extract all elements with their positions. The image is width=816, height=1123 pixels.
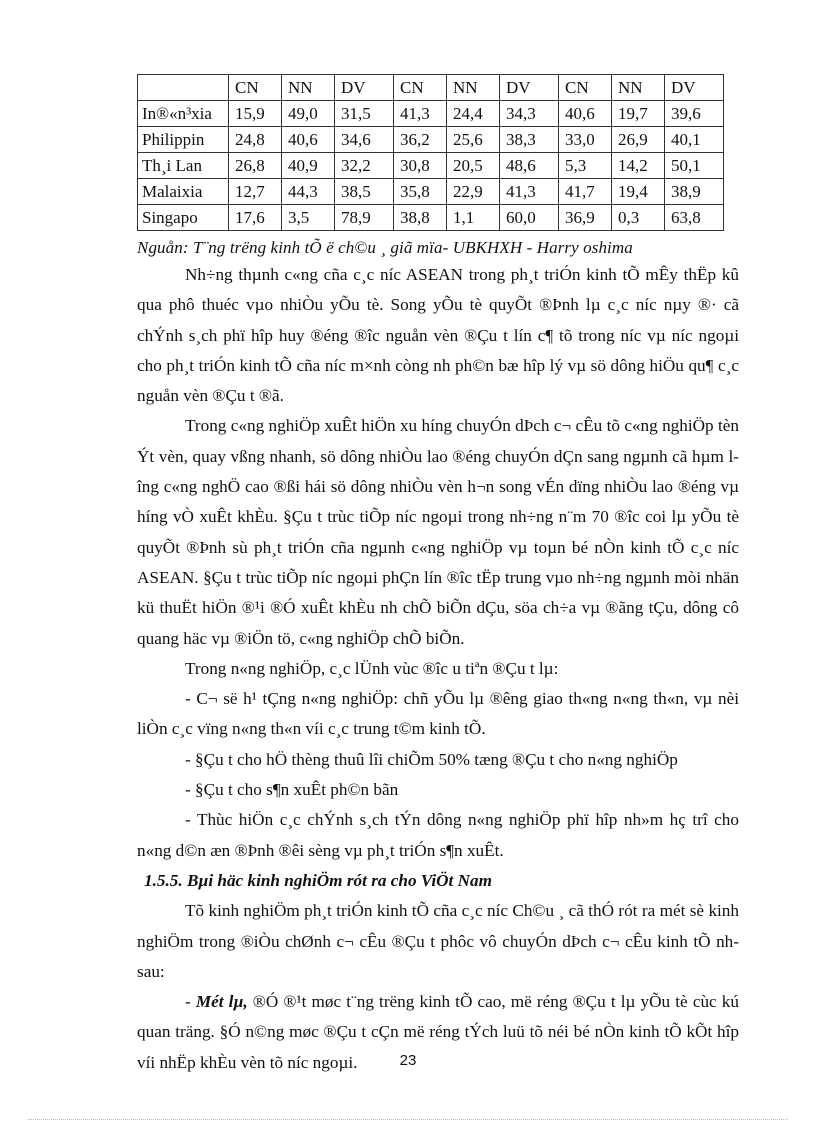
table-value-cell: 40,6	[282, 127, 335, 153]
table-header-cell: NN	[447, 75, 500, 101]
table-value-cell: 0,3	[612, 205, 665, 231]
section-heading: 1.5.5. Bµi häc kinh nghiÖm rót ra cho ViÖt Nam	[144, 870, 492, 890]
table-country-cell: Malaixia	[138, 179, 229, 205]
lesson-dash: -	[185, 992, 196, 1012]
table-value-cell: 38,3	[500, 127, 559, 153]
table-value-cell: 34,6	[335, 127, 394, 153]
table-value-cell: 44,3	[282, 179, 335, 205]
table-value-cell: 36,2	[394, 127, 447, 153]
table-value-cell: 60,0	[500, 205, 559, 231]
economic-structure-table	[137, 74, 724, 231]
table-value-cell: 31,5	[335, 101, 394, 127]
table-value-cell: 24,4	[447, 101, 500, 127]
table-value-cell: 40,9	[282, 153, 335, 179]
table-source-note: Nguån: T¨ng trëng kinh tÕ ë ch©u ¸ giã mïa- UBKHXH - Harry oshima	[137, 238, 633, 257]
paragraph-agriculture-intro: Trong n«ng nghiÖp, c¸c lÜnh vùc ®îc u tiªn ®Çu t lµ:	[185, 658, 559, 678]
list-item-credit-policy: - Thùc hiÖn c¸c chÝnh s¸ch tÝn dông n«ng nghiÖp phï hîp nh»m hç trî cho n«ng d©n æn ®Þnh ®êi sèng vµ ph¸t triÓn s¶n xuÊt.	[137, 810, 739, 860]
table-value-cell: 26,9	[612, 127, 665, 153]
table-header-cell: DV	[665, 75, 724, 101]
table-header-cell: NN	[282, 75, 335, 101]
table-row	[138, 205, 724, 231]
table-value-cell: 1,1	[447, 205, 500, 231]
table-value-cell: 5,3	[559, 153, 612, 179]
table-value-cell: 30,8	[394, 153, 447, 179]
list-item-infrastructure: - C¬ së h¹ tÇng n«ng nghiÖp: chñ yÕu lµ ®êng giao th«ng n«ng th«n, vµ nèi liÒn c¸c vïng n«ng th«n víi c¸c trung t©m kinh tÕ.	[137, 689, 739, 739]
table-header-cell: DV	[335, 75, 394, 101]
table-header-cell: NN	[612, 75, 665, 101]
table-value-cell: 20,5	[447, 153, 500, 179]
table-value-cell: 49,0	[282, 101, 335, 127]
table-country-cell: In®«n³xia	[138, 101, 229, 127]
table-value-cell: 19,4	[612, 179, 665, 205]
table-value-cell: 34,3	[500, 101, 559, 127]
table-value-cell: 24,8	[229, 127, 282, 153]
page-bottom-divider	[28, 1119, 788, 1120]
table-value-cell: 40,6	[559, 101, 612, 127]
lesson-one-text: ®Ó ®¹t møc t¨ng trëng kinh tÕ cao, më réng ®Çu t lµ yÕu tè cùc kú quan träng. §Ó n©ng møc ®Çu t cÇn më réng tÝch luü tõ néi bé nÒn kinh tÕ kÕt hîp víi nhËp khÈu vèn tõ níc ngoµi.	[137, 992, 739, 1072]
table-row	[138, 101, 724, 127]
table-value-cell: 50,1	[665, 153, 724, 179]
paragraph-asean-success: Nh÷ng thµnh c«ng cña c¸c níc ASEAN trong ph¸t triÓn kinh tÕ mÊy thËp kû qua phô thuéc vµo nhiÒu yÕu tè. Song yÕu tè quyÕt ®Þnh lµ c¸c níc nµy ®· cã chÝnh s¸ch phï hîp huy ®éng ®îc nguån vèn ®Çu t lín c¶ tõ trong níc vµ níc ngoµi cho ph¸t triÓn kinh tÕ cña níc m×nh còng nh ph©n bæ hîp lý vµ sö dông hiÖu qu¶ c¸c nguån vèn ®Çu t ®ã.	[137, 265, 739, 406]
table-value-cell: 36,9	[559, 205, 612, 231]
table-value-cell: 40,1	[665, 127, 724, 153]
table-value-cell: 38,9	[665, 179, 724, 205]
body-text	[137, 260, 739, 1078]
table-header-cell: CN	[394, 75, 447, 101]
table-value-cell: 41,7	[559, 179, 612, 205]
table-value-cell: 38,5	[335, 179, 394, 205]
table-value-cell: 26,8	[229, 153, 282, 179]
table-value-cell: 39,6	[665, 101, 724, 127]
table-corner-cell	[138, 75, 229, 101]
paragraph-lessons-intro: Tõ kinh nghiÖm ph¸t triÓn kinh tÕ cña c¸c níc Ch©u ¸ cã thÓ rót ra mét sè kinh nghiÖm trong ®iÒu chØnh c¬ cÊu ®Çu t phôc vô chuyÓn dÞch c¬ cÊu kinh tÕ nh sau:	[137, 901, 739, 981]
table-row	[138, 127, 724, 153]
table-value-cell: 25,6	[447, 127, 500, 153]
table-value-cell: 17,6	[229, 205, 282, 231]
list-item-irrigation: - §Çu t cho hÖ thèng thuû lîi chiÕm 50% tæng ®Çu t cho n«ng nghiÖp	[185, 749, 678, 769]
list-item-fertilizer: - §Çu t cho s¶n xuÊt ph©n bãn	[185, 780, 399, 800]
paragraph-industry-shift: Trong c«ng nghiÖp xuÊt hiÖn xu híng chuyÓn dÞch c¬ cÊu tõ c«ng nghiÖp tèn Ýt vèn, quay vßng nhanh, sö dông nhiÒu lao ®éng chuyÓn dÇn sang ngµnh cã hµm lîng c«ng nghÖ cao ®ßi hái sö dông nhiÒu vèn h¬n song vÉn dïng nhiÒu lao ®éng vµ híng vÒ xuÊt khÈu. §Çu t trùc tiÕp níc ngoµi trong nh÷ng n¨m 70 ®îc coi lµ yÕu tè quyÕt ®Þnh sù ph¸t triÓn cña ngµnh c«ng nghiÖp vµ toµn bé nÒn kinh tÕ c¸c níc ASEAN. §Çu t trùc tiÕp níc ngoµi phÇn lín ®îc tËp trung vµo nh÷ng ngµnh mòi nhän kü thuËt hiÖn ®¹i ®Ó xuÊt khÈu nh chÕ biÕn dÇu, söa ch÷a vµ ®ãng tÇu, dông cô quang häc vµ ®iÖn tö, c«ng nghiÖp chÕ biÕn.	[137, 416, 739, 648]
table-country-cell: Philippin	[138, 127, 229, 153]
table-value-cell: 41,3	[500, 179, 559, 205]
table-header-cell: CN	[229, 75, 282, 101]
table-header-cell: DV	[500, 75, 559, 101]
table-value-cell: 48,6	[500, 153, 559, 179]
table-value-cell: 14,2	[612, 153, 665, 179]
table-value-cell: 12,7	[229, 179, 282, 205]
table-row	[138, 153, 724, 179]
table-value-cell: 22,9	[447, 179, 500, 205]
table-value-cell: 35,8	[394, 179, 447, 205]
table-value-cell: 32,2	[335, 153, 394, 179]
table-value-cell: 3,5	[282, 205, 335, 231]
table-value-cell: 63,8	[665, 205, 724, 231]
table-header-row	[138, 75, 724, 101]
table-country-cell: Singapo	[138, 205, 229, 231]
table-country-cell: Th¸i Lan	[138, 153, 229, 179]
table-value-cell: 41,3	[394, 101, 447, 127]
page-number: 23	[399, 1052, 417, 1069]
table-header-cell: CN	[559, 75, 612, 101]
table-row	[138, 179, 724, 205]
lesson-one-label: Mét lµ,	[195, 992, 248, 1012]
table-value-cell: 15,9	[229, 101, 282, 127]
table-value-cell: 33,0	[559, 127, 612, 153]
table-value-cell: 38,8	[394, 205, 447, 231]
table-value-cell: 19,7	[612, 101, 665, 127]
table-value-cell: 78,9	[335, 205, 394, 231]
